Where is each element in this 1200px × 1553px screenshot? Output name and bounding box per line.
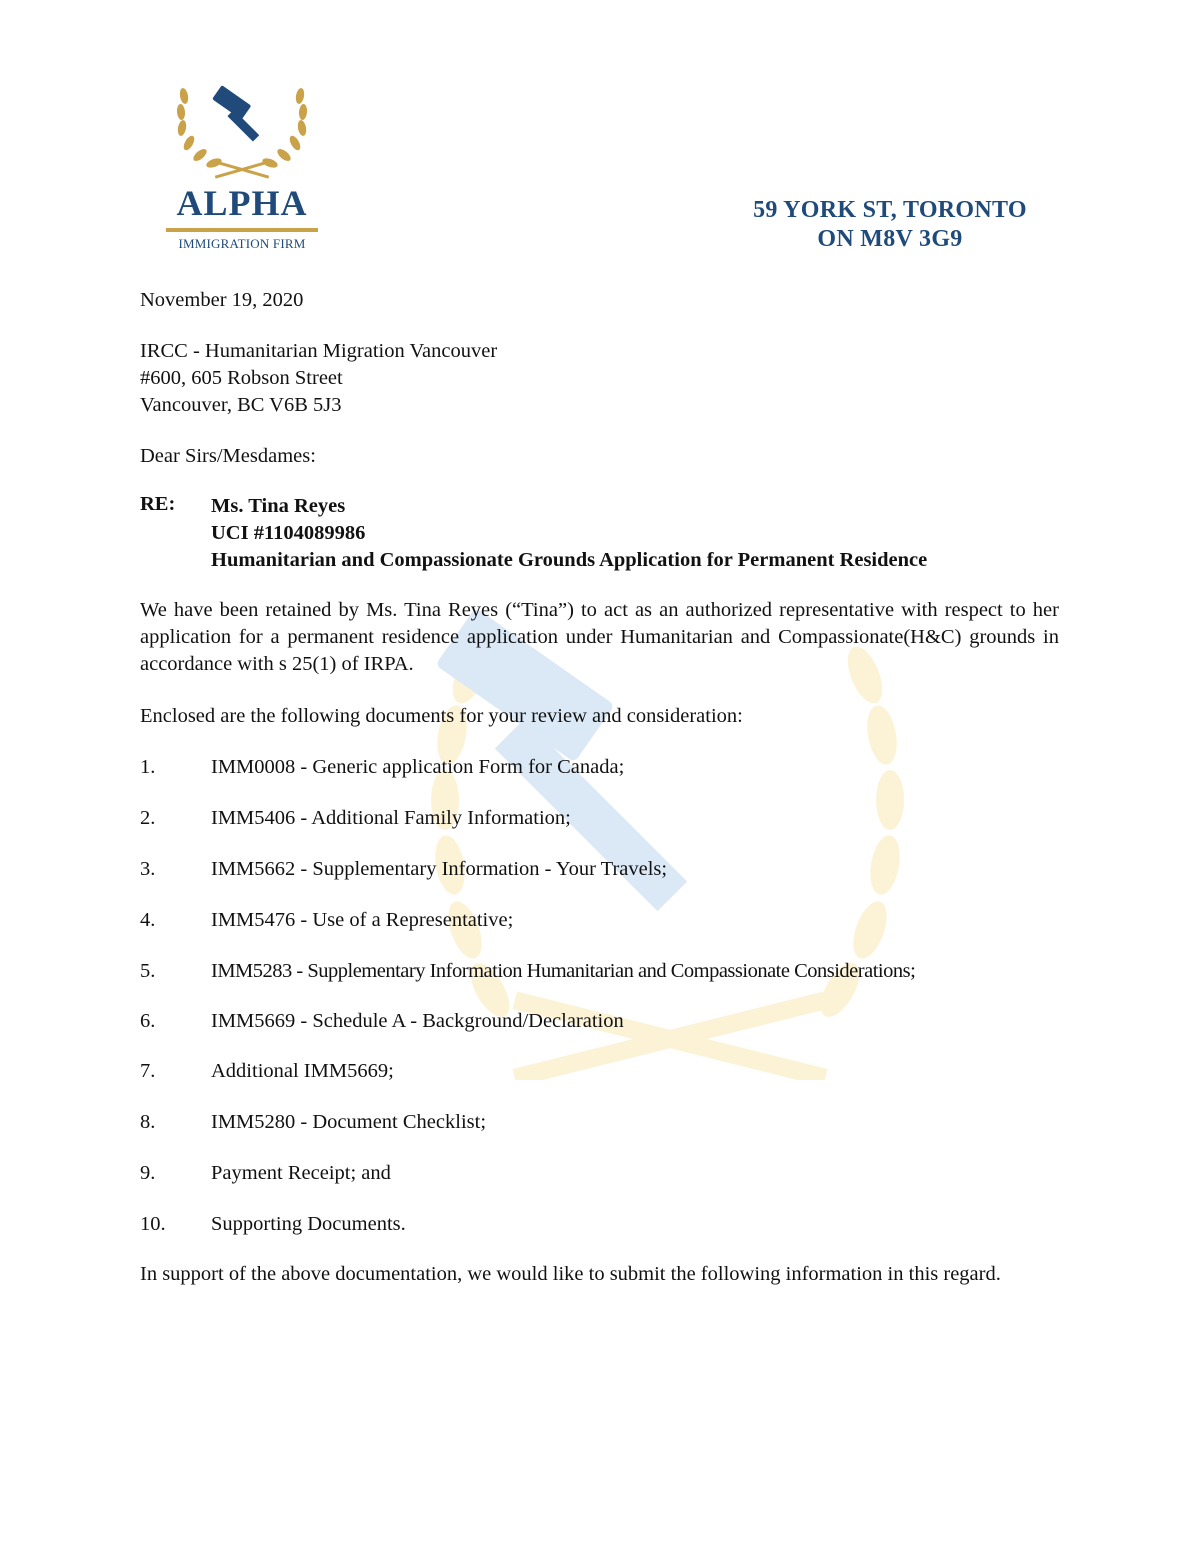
recipient-line: IRCC - Humanitarian Migration Vancouver <box>140 340 498 362</box>
re-line: Humanitarian and Compassionate Grounds Application for Permanent Residence <box>211 549 928 571</box>
list-item-text: IMM5283 - Supplementary Information Humanitarian and Compassionate Considerations; <box>211 960 916 982</box>
recipient-line: Vancouver, BC V6B 5J3 <box>140 394 342 416</box>
list-item-number: 3. <box>140 858 156 880</box>
list-item <box>140 1008 1080 1035</box>
list-item-text: IMM5662 - Supplementary Information - Your Travels; <box>211 858 668 880</box>
gavel-laurel-icon <box>162 82 322 182</box>
list-item-text: IMM5669 - Schedule A - Background/Declaration <box>211 1010 624 1032</box>
re-line: UCI #1104089986 <box>211 522 366 544</box>
address-line: 59 YORK ST, TORONTO <box>753 197 1027 223</box>
re-subject <box>211 493 927 574</box>
logo-name: ALPHA <box>176 183 308 223</box>
list-item-text: IMM5280 - Document Checklist; <box>211 1111 487 1133</box>
list-item-number: 7. <box>140 1060 156 1082</box>
re-line: Ms. Tina Reyes <box>211 495 346 517</box>
list-item-number: 6. <box>140 1010 156 1032</box>
company-address <box>740 196 1040 254</box>
re-label: RE: <box>140 493 176 515</box>
address-line: ON M8V 3G9 <box>817 226 963 252</box>
list-item-text: Additional IMM5669; <box>211 1060 394 1082</box>
closing-paragraph: In support of the above documentation, we would like to submit the following information in this regard. <box>140 1263 1001 1285</box>
list-item-text: IMM5476 - Use of a Representative; <box>211 909 514 931</box>
list-item <box>140 1058 1080 1085</box>
list-item-number: 9. <box>140 1162 156 1184</box>
list-item-text: Supporting Documents. <box>211 1213 406 1235</box>
enclosures-intro: Enclosed are the following documents for your review and consideration: <box>140 705 743 727</box>
list-item-number: 4. <box>140 909 156 931</box>
letter-date: November 19, 2020 <box>140 289 304 311</box>
list-item <box>140 1160 1080 1187</box>
list-item <box>140 907 1080 934</box>
list-item-text: IMM5406 - Additional Family Information; <box>211 807 571 829</box>
logo-divider <box>166 228 318 232</box>
list-item <box>140 754 1080 781</box>
intro-paragraph: We have been retained by Ms. Tina Reyes (“Tina”) to act as an authorized representative with respect to her application for a permanent residence application under Humanitarian and Compassionate(H&C) grounds in accordance with s 25(1) of IRPA. <box>140 599 1059 675</box>
list-item <box>140 958 1080 985</box>
list-item-number: 10. <box>140 1213 166 1235</box>
list-item-text: IMM0008 - Generic application Form for Canada; <box>211 756 625 778</box>
list-item <box>140 1109 1080 1136</box>
list-item-number: 1. <box>140 756 156 778</box>
list-item-number: 5. <box>140 960 156 982</box>
recipient-address <box>140 338 1059 419</box>
list-item <box>140 805 1080 832</box>
logo-subtitle: IMMIGRATION FIRM <box>178 236 306 251</box>
list-item <box>140 856 1080 883</box>
company-logo <box>162 82 322 254</box>
salutation: Dear Sirs/Mesdames: <box>140 445 316 467</box>
recipient-line: #600, 605 Robson Street <box>140 367 343 389</box>
list-item-text: Payment Receipt; and <box>211 1162 391 1184</box>
list-item <box>140 1211 1080 1238</box>
list-item-number: 8. <box>140 1111 156 1133</box>
list-item-number: 2. <box>140 807 156 829</box>
